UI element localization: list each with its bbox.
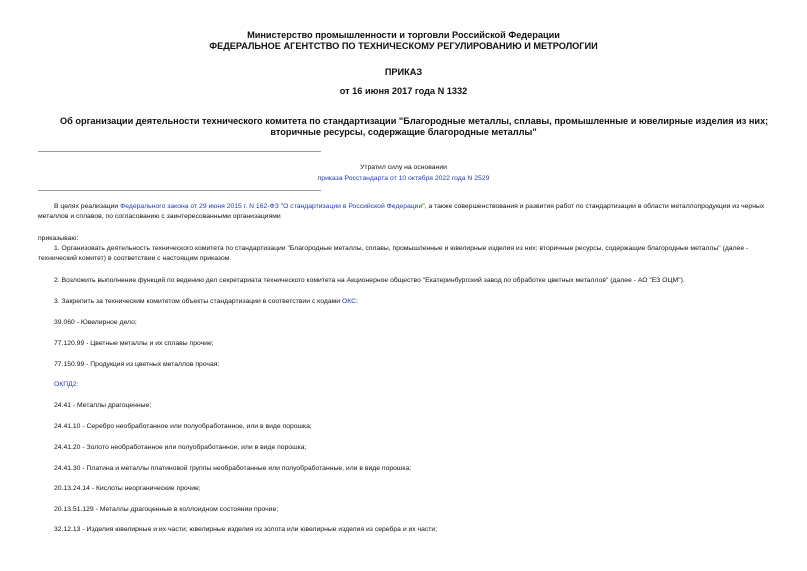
item-3-suffix: :	[356, 298, 358, 305]
status-note-text: Утратил силу на основании	[360, 164, 447, 171]
document-type: ПРИКАЗ	[384, 67, 423, 77]
divider-bottom	[38, 190, 321, 191]
okpd-suffix: :	[76, 381, 79, 388]
divider-top	[38, 151, 321, 152]
status-note-link[interactable]: приказа Росстандарта от 10 октября 2022 года N 2529	[317, 175, 490, 182]
ministry-name: Министерство промышленности и торговли Российской Федерации	[247, 30, 560, 40]
intro-mid: "	[278, 203, 284, 210]
okpd-item: 20.13.24.14 - Кислоты неорганические прочие;	[54, 485, 201, 492]
intro-suffix: ", а также совершенствования и развития работ по стандартизации в области металлопродукции из черных металлов и сплавов, по согласованию с заинтересованными организациями	[38, 203, 765, 220]
oks-link[interactable]: ОКС	[341, 298, 357, 305]
okpd-heading	[54, 380, 78, 389]
okpd-item: 24.41.20 - Золото необработанное или полуобработанное, или в виде порошка;	[54, 444, 307, 451]
item-1: 1. Организовать деятельность технического комитета по стандартизации "Благородные металлы, сплавы, промышленные и ювелирные изделия из них; вторичные ресурсы, содержащие благородные металлы" (далее - технический комитет) в соответствии с настоящим приказом.	[38, 245, 749, 262]
okpd-item: 24.41.30 - Платина и металлы платиновой группы необработанные или полуобработанные, или в виде порошка;	[54, 465, 412, 472]
document-date: от 16 июня 2017 года N 1332	[339, 86, 468, 96]
item-3	[54, 297, 358, 306]
okpd-item: 24.41 - Металлы драгоценные;	[54, 402, 152, 409]
federal-law-link[interactable]: Федерального закона от 29 июня 2015 г. N 162-ФЗ	[120, 203, 279, 210]
intro-paragraph	[38, 202, 773, 221]
okpd-item: 20.13.51.129 - Металлы драгоценные в коллоидном состоянии прочие;	[54, 506, 279, 513]
oks-item: 77.120.99 - Цветные металлы и их сплавы прочие;	[54, 340, 214, 347]
okpd-link[interactable]: ОКПД2	[54, 381, 77, 388]
document-title-line1: Об организации деятельности технического комитета по стандартизации "Благородные металлы, сплавы, промышленные и ювелирные изделия из них;	[60, 116, 769, 126]
item-2: 2. Возложить выполнение функций по ведению дел секретариата технического комитета на Акционерное общество "Екатеринбургский завод по обработке цветных металлов" (далее - АО "ЕЗ ОЦМ").	[54, 277, 685, 284]
standardization-law-link[interactable]: О стандартизации в Российской Федерации	[283, 203, 423, 210]
intro-prefix: В целях реализации	[54, 203, 121, 210]
oks-item: 77.150.99 - Продукция из цветных металлов прочая;	[54, 361, 220, 368]
item-3-prefix: 3. Закрепить за техническим комитетом объекты стандартизации в соответствии с кодами	[54, 298, 342, 305]
okpd-item: 32.12.13 - Изделия ювелирные и их части; ювелирные изделия из золота или ювелирные изделия из серебра и их части;	[54, 526, 438, 533]
okpd-item: 24.41.10 - Серебро необработанное или полуобработанное, или в виде порошка;	[54, 423, 312, 430]
order-word: приказываю:	[38, 235, 79, 242]
document-title-line2: вторичные ресурсы, содержащие благородные металлы"	[270, 127, 537, 137]
agency-name: ФЕДЕРАЛЬНОЕ АГЕНТСТВО ПО ТЕХНИЧЕСКОМУ РЕГУЛИРОВАНИЮ И МЕТРОЛОГИИ	[209, 41, 598, 51]
oks-item: 39.060 - Ювелирное дело;	[54, 319, 137, 326]
